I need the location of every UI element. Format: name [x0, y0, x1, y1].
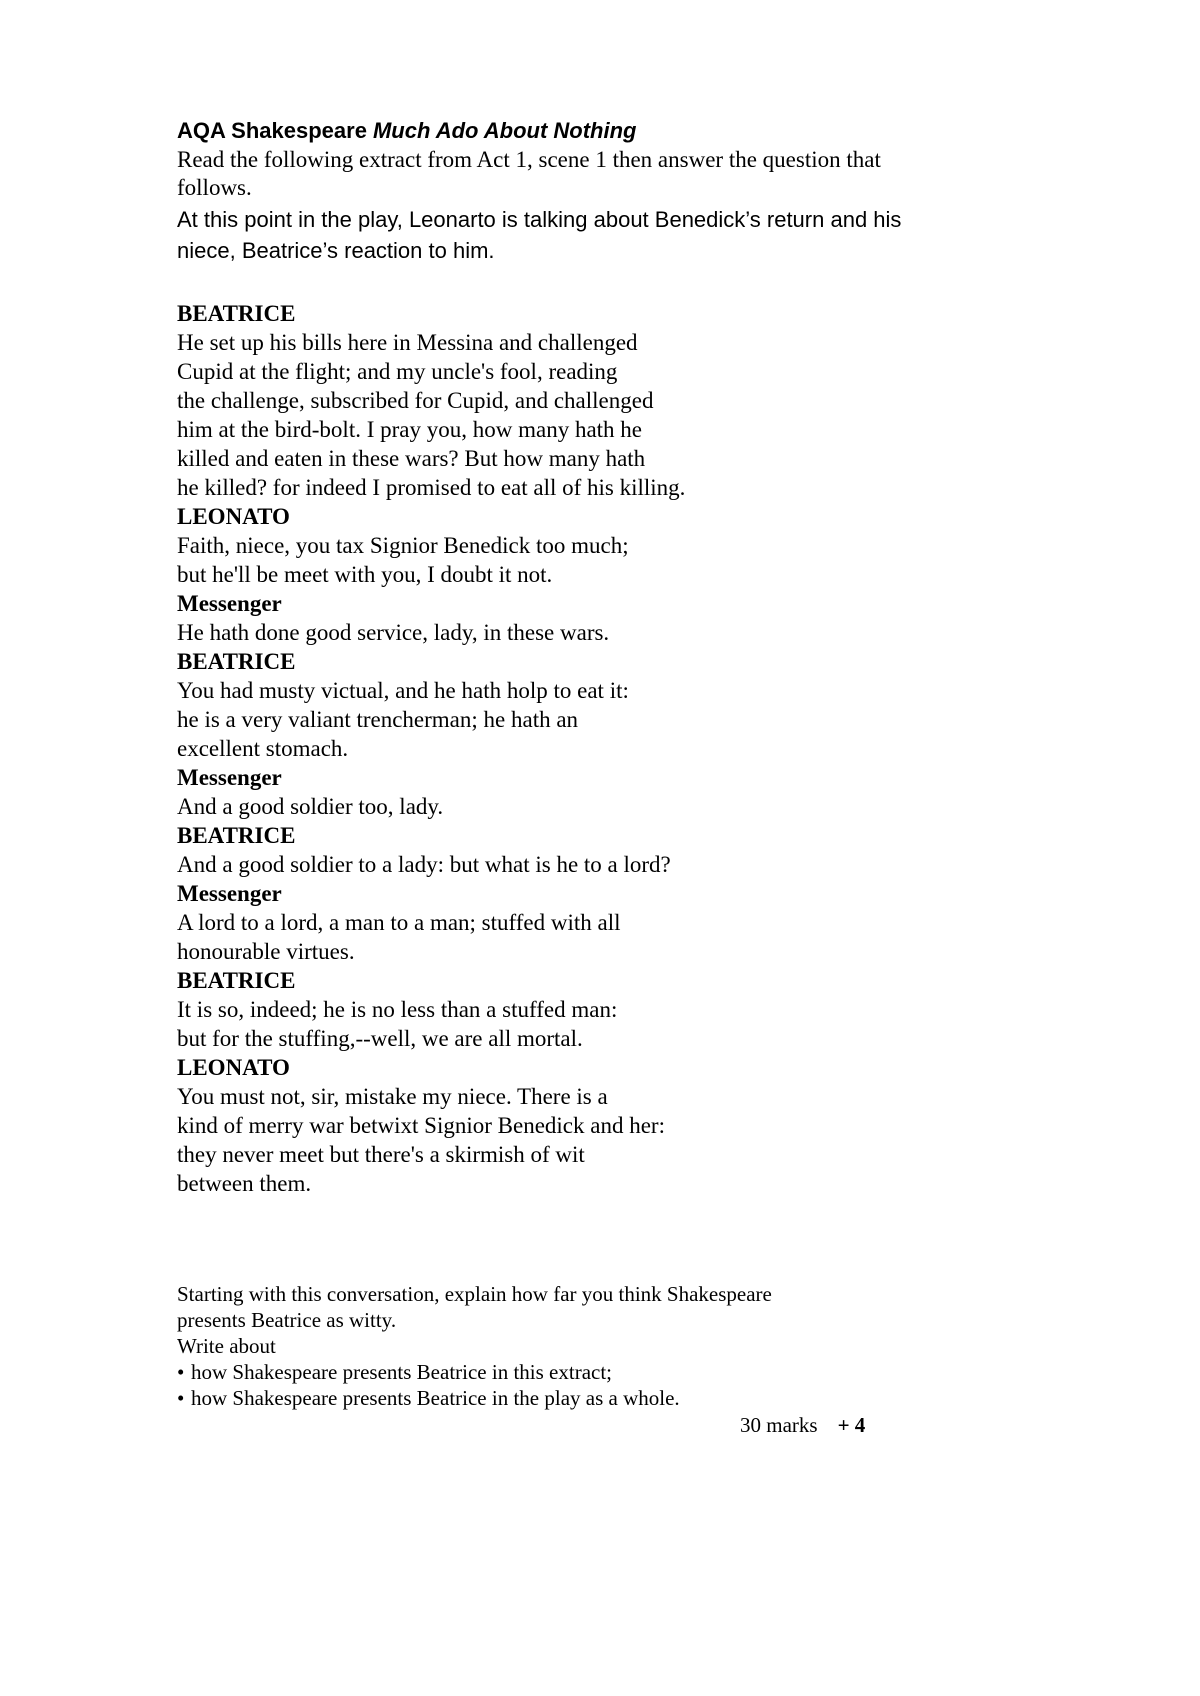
context-line: niece, Beatrice’s reaction to him.	[177, 238, 495, 263]
speech-line: they never meet but there's a skirmish of wit	[177, 1142, 585, 1167]
speech-line: between them.	[177, 1171, 312, 1196]
speaker-name: LEONATO	[177, 1055, 290, 1080]
play-extract	[177, 299, 1077, 1198]
speech-line: It is so, indeed; he is no less than a stuffed man:	[177, 997, 618, 1022]
question-line: presents Beatrice as witty.	[177, 1308, 397, 1332]
bullet-text: how Shakespeare presents Beatrice in the play as a whole.	[191, 1386, 680, 1410]
bullet-icon: •	[177, 1386, 185, 1410]
speech-line: but for the stuffing,--well, we are all mortal.	[177, 1026, 583, 1051]
instruction-text	[177, 146, 1017, 202]
bullet-text: how Shakespeare presents Beatrice in this extract;	[191, 1360, 613, 1384]
speech-line: Faith, niece, you tax Signior Benedick too much;	[177, 533, 629, 558]
speech-line: Cupid at the flight; and my uncle's fool, reading	[177, 359, 618, 384]
write-about-label: Write about	[177, 1334, 276, 1358]
speech-line: him at the bird-bolt. I pray you, how many hath he	[177, 417, 643, 442]
speech-line: he killed? for indeed I promised to eat all of his killing.	[177, 475, 686, 500]
play-title: Much Ado About Nothing	[372, 118, 637, 143]
bullet-item	[177, 1359, 1077, 1385]
bonus-marks: + 4	[837, 1413, 866, 1437]
marks-allocation	[740, 1411, 1077, 1439]
speech-line: but he'll be meet with you, I doubt it not.	[177, 562, 553, 587]
instruction-line: Read the following extract from Act 1, scene 1 then answer the question that	[177, 147, 881, 172]
speaker-name: BEATRICE	[177, 301, 296, 326]
speech-line: He set up his bills here in Messina and challenged	[177, 330, 638, 355]
speech-line: He hath done good service, lady, in these wars.	[177, 620, 610, 645]
marks-label: 30 marks	[740, 1413, 818, 1437]
speaker-name: Messenger	[177, 591, 282, 616]
speech-line: You had musty victual, and he hath holp to eat it:	[177, 678, 629, 703]
speech-line: A lord to a lord, a man to a man; stuffed with all	[177, 910, 621, 935]
speech-line: he is a very valiant trencherman; he hath an	[177, 707, 579, 732]
speech-line: honourable virtues.	[177, 939, 355, 964]
context-text	[177, 204, 1077, 266]
speech-line: killed and eaten in these wars? But how many hath	[177, 446, 646, 471]
exam-document	[177, 116, 1077, 1439]
speech-line: And a good soldier too, lady.	[177, 794, 444, 819]
speech-line: kind of merry war betwixt Signior Benedick and her:	[177, 1113, 665, 1138]
speaker-name: Messenger	[177, 765, 282, 790]
speech-line: And a good soldier to a lady: but what is he to a lord?	[177, 852, 671, 877]
speaker-name: BEATRICE	[177, 823, 296, 848]
speech-line: excellent stomach.	[177, 736, 349, 761]
context-line: At this point in the play, Leonarto is talking about Benedick’s return and his	[177, 207, 902, 232]
speaker-name: BEATRICE	[177, 968, 296, 993]
exam-title: AQA Shakespeare	[177, 118, 367, 143]
speaker-name: BEATRICE	[177, 649, 296, 674]
speaker-name: LEONATO	[177, 504, 290, 529]
exam-question	[177, 1281, 1077, 1439]
bullet-icon: •	[177, 1360, 185, 1384]
bullet-item	[177, 1385, 1077, 1411]
speaker-name: Messenger	[177, 881, 282, 906]
instruction-line: follows.	[177, 175, 252, 200]
question-line: Starting with this conversation, explain how far you think Shakespeare	[177, 1282, 772, 1306]
speech-line: You must not, sir, mistake my niece. There is a	[177, 1084, 608, 1109]
document-heading	[177, 116, 1077, 146]
speech-line: the challenge, subscribed for Cupid, and challenged	[177, 388, 654, 413]
